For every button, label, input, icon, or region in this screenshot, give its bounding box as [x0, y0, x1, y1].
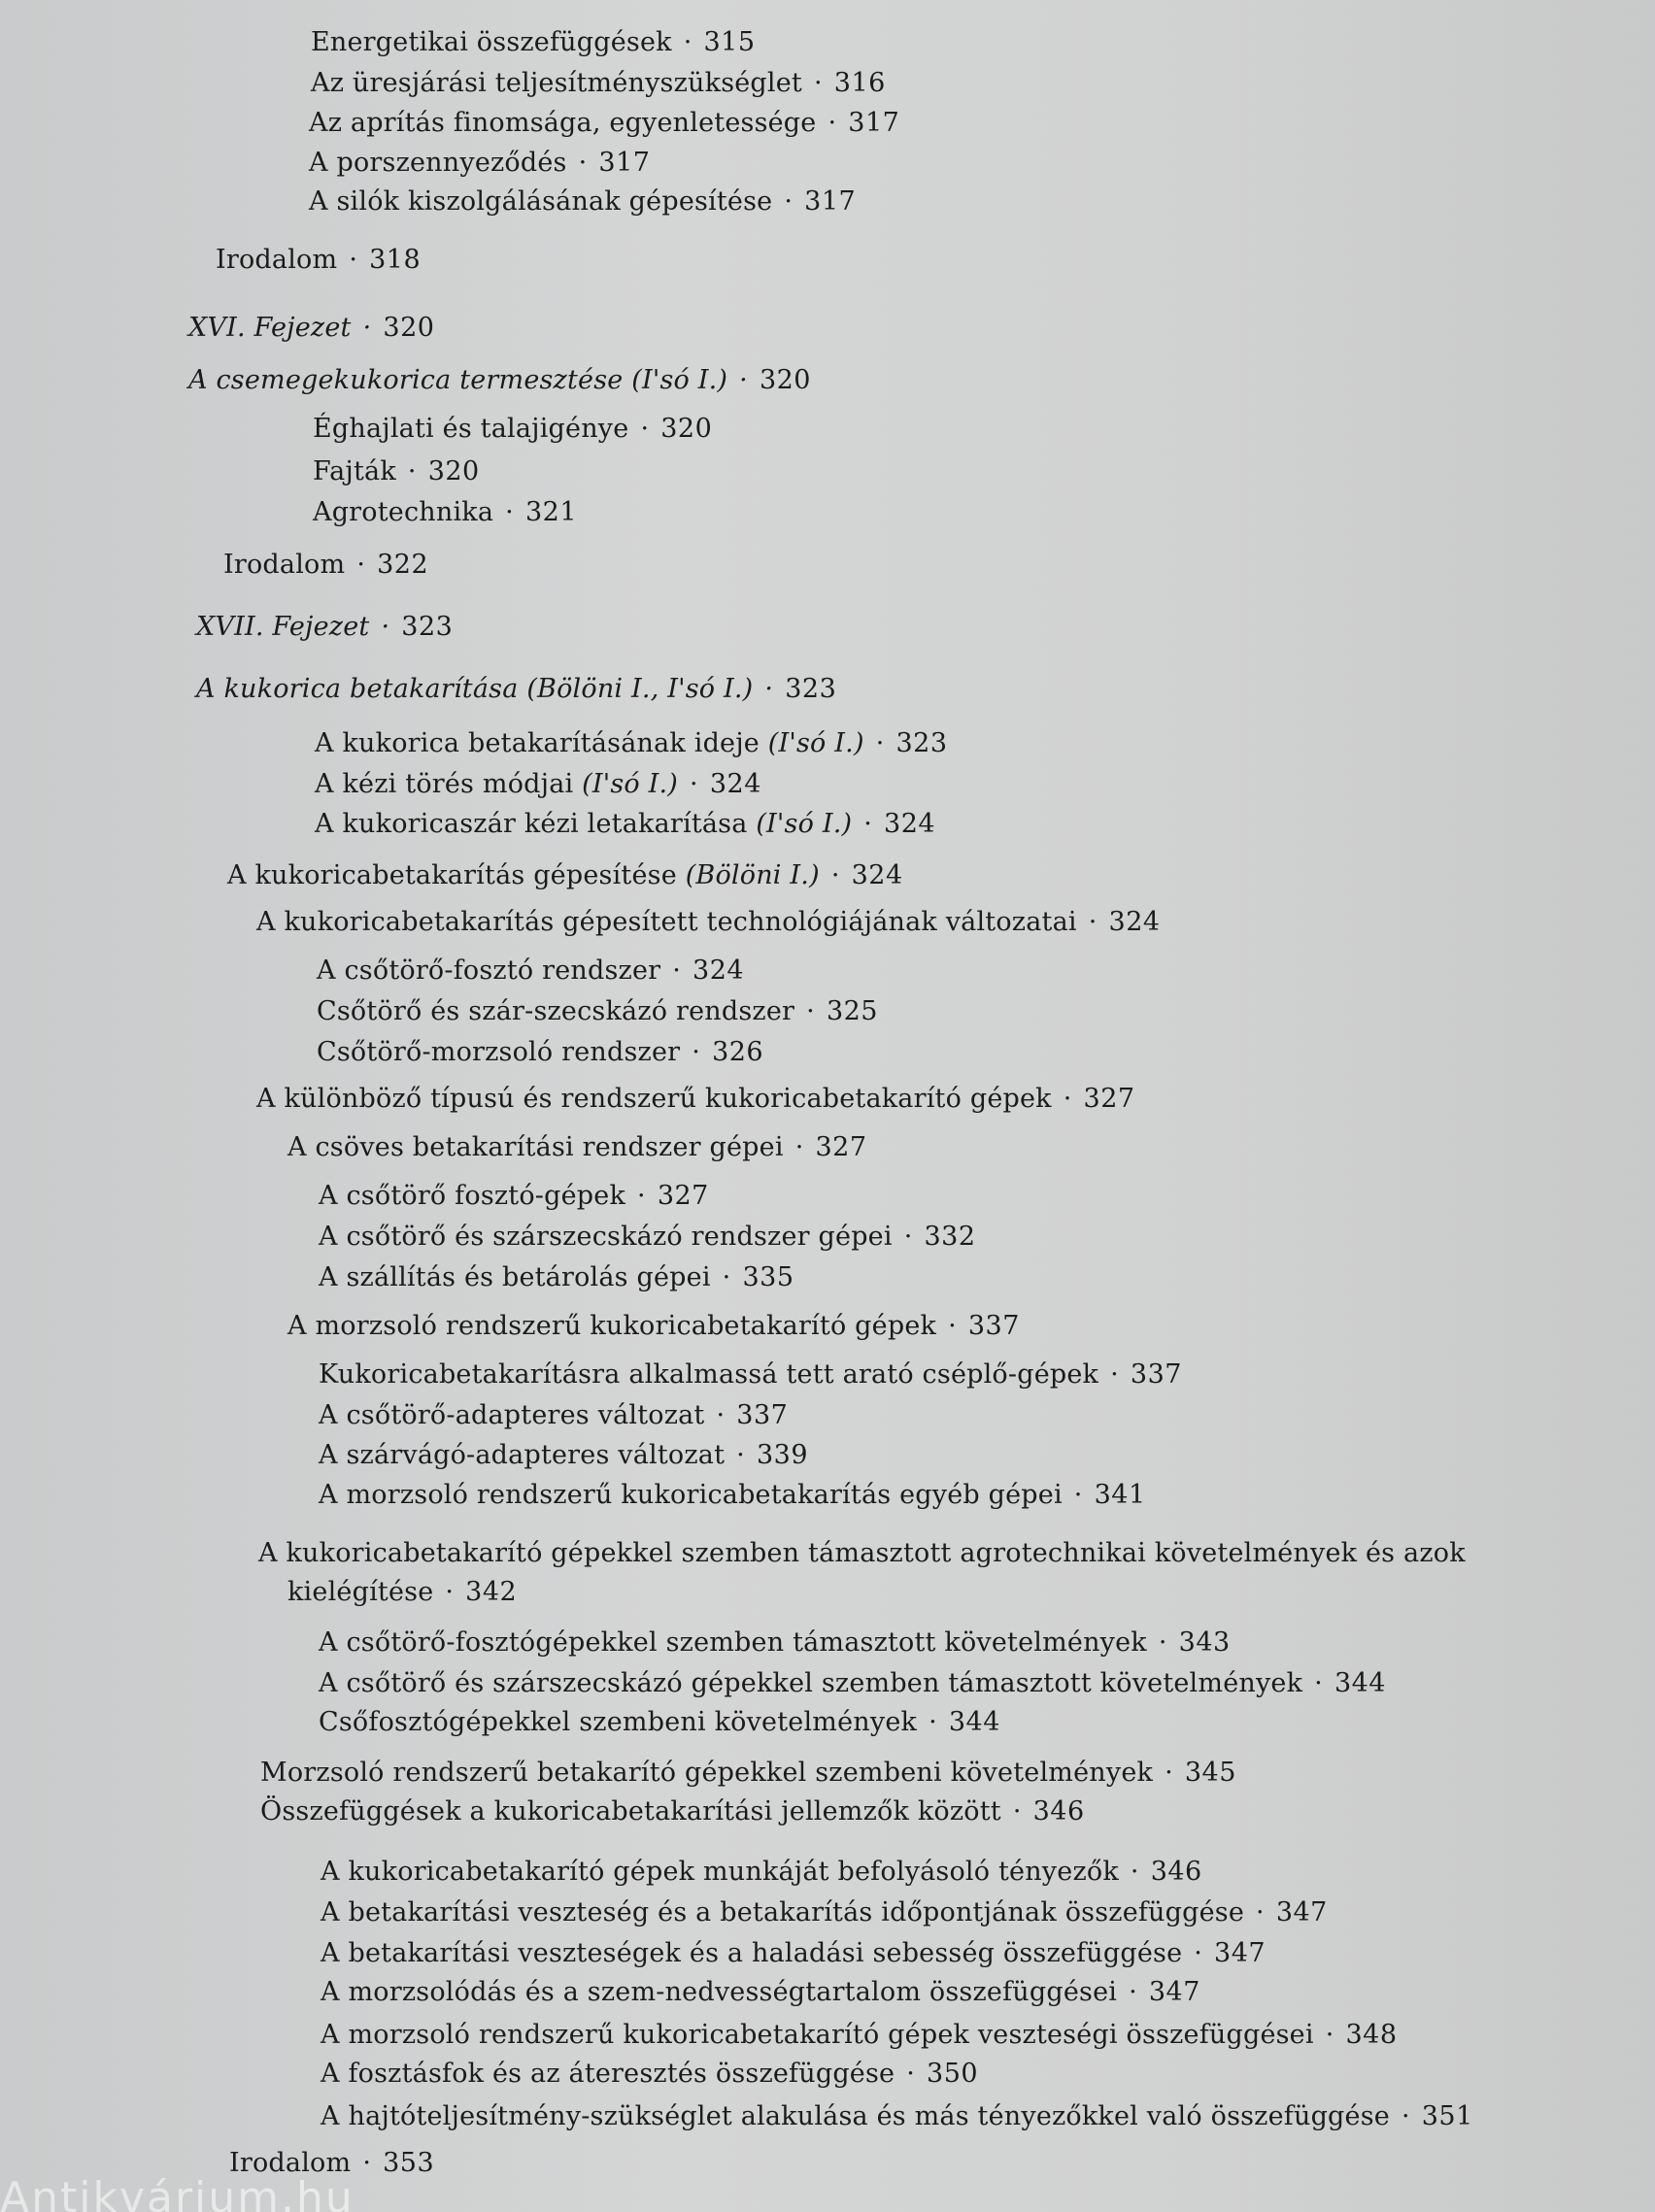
toc-entry-title: A morzsoló rendszerű kukoricabetakarító gépek veszteségi összefüggései: [321, 2020, 1314, 2050]
toc-entry-title: Morzsoló rendszerű betakarító gépekkel szembeni követelmények: [260, 1758, 1154, 1788]
toc-entry: [321, 1975, 1200, 2010]
toc-entry-title: XVII. Fejezet: [196, 612, 370, 642]
chapter-title: [196, 672, 836, 707]
chapter-title: [188, 363, 811, 398]
toc-page-number: 346: [1032, 1796, 1085, 1827]
leader-dot: ·: [1110, 1359, 1119, 1390]
toc-page-number: 326: [712, 1037, 764, 1067]
leader-dot: ·: [903, 1222, 913, 1252]
toc-entry-title: A porszennyeződés: [309, 148, 567, 178]
toc-page-number: 324: [692, 955, 745, 986]
toc-page-number: 323: [785, 674, 837, 704]
toc-entry: [256, 1082, 1135, 1117]
toc-page-number: 320: [427, 456, 480, 486]
toc-entry: [315, 807, 935, 842]
toc-entry: [319, 1478, 1146, 1513]
toc-page-number: 332: [924, 1222, 976, 1252]
toc-entry-title: Irodalom: [223, 550, 346, 580]
toc-entry: [287, 1575, 517, 1610]
toc-entry-title: A csőtörő-adapteres változat: [319, 1400, 705, 1430]
toc-page-number: 327: [815, 1132, 867, 1162]
leader-dot: ·: [739, 365, 748, 395]
toc-entry: [223, 548, 428, 583]
leader-dot: ·: [381, 612, 390, 642]
toc-page-number: 344: [1334, 1668, 1386, 1698]
leader-dot: ·: [672, 955, 682, 986]
toc-page-number: 337: [736, 1400, 789, 1430]
toc-entry: [319, 1705, 1000, 1740]
chapter-heading: [196, 610, 453, 645]
toc-entry-title: A csőtörő fosztó-gépek: [319, 1181, 626, 1211]
toc-entry-title: A betakarítási veszteség és a betakarítás időpontjának összefüggése: [321, 1897, 1245, 1927]
toc-page-number: 324: [1108, 907, 1161, 937]
toc-entry: [309, 184, 856, 219]
toc-page-number: 353: [383, 2148, 435, 2178]
toc-entry-title: A hajtóteljesítmény-szükséglet alakulása és más tényezőkkel való összefüggése: [321, 2101, 1390, 2131]
leader-dot: ·: [794, 1132, 804, 1162]
toc-page-number: 341: [1094, 1480, 1146, 1510]
toc-entry: [317, 954, 744, 989]
leader-dot: ·: [1129, 1977, 1137, 2007]
toc-entry-title: A betakarítási veszteségek és a haladási sebesség összefüggése: [321, 1938, 1183, 1968]
toc-entry-title: A kukoricabetakarító gépek munkáját befolyásoló tényezők: [321, 1857, 1119, 1887]
leader-dot: ·: [764, 674, 774, 704]
leader-dot: ·: [1256, 1897, 1265, 1927]
leader-dot: ·: [830, 860, 840, 890]
toc-entry: [258, 1536, 1466, 1571]
toc-entry-title: A kukorica betakarítása: [196, 674, 519, 704]
leader-dot: ·: [929, 1707, 937, 1737]
toc-entry: [309, 106, 899, 141]
leader-dot: ·: [362, 2148, 372, 2178]
toc-entry-title: Irodalom: [216, 245, 338, 275]
toc-page-number: 337: [967, 1311, 1020, 1341]
leader-dot: ·: [362, 313, 372, 343]
leader-dot: ·: [445, 1577, 455, 1607]
leader-dot: ·: [1401, 2101, 1410, 2131]
toc-page-number: 347: [1148, 1977, 1200, 2007]
toc-page-number: 351: [1421, 2101, 1473, 2131]
toc-entry: [319, 1357, 1182, 1392]
toc-page-number: 317: [598, 148, 651, 178]
toc-entry-title: Fajták: [313, 456, 396, 486]
toc-entry-title: Éghajlati és talajigénye: [313, 414, 629, 444]
toc-page-number: 348: [1345, 2020, 1398, 2050]
leader-dot: ·: [863, 809, 873, 839]
toc-entry: [321, 2057, 978, 2092]
toc-entry-title: A kukoricaszár kézi letakarítása: [315, 809, 748, 839]
toc-entry: [256, 905, 1161, 940]
leader-dot: ·: [407, 456, 417, 486]
toc-entry-title: Csőtörő-morzsoló rendszer: [317, 1037, 681, 1067]
toc-entry-title: A szállítás és betárolás gépei: [319, 1262, 711, 1292]
toc-page-number: 321: [524, 497, 578, 527]
toc-entry: [319, 1438, 808, 1473]
toc-page-number: 317: [804, 186, 857, 217]
toc-page-number: 342: [465, 1577, 518, 1607]
leader-dot: ·: [683, 27, 692, 57]
leader-dot: ·: [578, 148, 588, 178]
toc-entry: [319, 1260, 794, 1295]
toc-entry-title: A morzsolódás és a szem-nedvességtartalom összefüggései: [321, 1977, 1118, 2007]
leader-dot: ·: [1194, 1938, 1203, 1968]
toc-entry-title: kielégítése: [287, 1577, 434, 1607]
leader-dot: ·: [690, 769, 698, 799]
toc-entry: [319, 1220, 976, 1255]
toc-page-number: 317: [848, 108, 900, 138]
toc-entry: [317, 1035, 763, 1070]
watermark: Antikvárium.hu: [0, 2173, 355, 2212]
toc-entry-title: Az aprítás finomsága, egyenletessége: [309, 108, 817, 138]
toc-page-number: 324: [709, 769, 761, 799]
leader-dot: ·: [349, 245, 358, 275]
toc-entry-author: (I'só I.): [582, 769, 679, 799]
toc-entry-title: Az üresjárási teljesítményszükséglet: [311, 68, 802, 98]
toc-entry-title: Energetikai összefüggések: [311, 27, 672, 57]
toc-entry: [260, 1756, 1236, 1791]
toc-entry-title: A különböző típusú és rendszerű kukoricabetakarító gépek: [256, 1084, 1052, 1114]
toc-entry-title: Csőfosztógépekkel szembeni követelmények: [319, 1707, 918, 1737]
toc-page-number: 335: [742, 1262, 794, 1292]
toc-entry-author: (I'só I.): [767, 728, 864, 758]
leader-dot: ·: [1158, 1627, 1167, 1658]
toc-entry-title: Irodalom: [229, 2148, 352, 2178]
toc-entry: [311, 66, 886, 101]
leader-dot: ·: [637, 1181, 646, 1211]
toc-entry: [321, 1936, 1266, 1971]
toc-entry-title: A morzsoló rendszerű kukoricabetakarító gépek: [287, 1311, 937, 1341]
toc-entry-title: Összefüggések a kukoricabetakarítási jellemzők között: [260, 1796, 1001, 1827]
toc-entry-title: A csőtörő és szárszecskázó rendszer gépei: [319, 1222, 893, 1252]
leader-dot: ·: [505, 497, 514, 527]
toc-page-number: 347: [1275, 1897, 1328, 1927]
toc-page-number: 324: [884, 809, 936, 839]
leader-dot: ·: [716, 1400, 726, 1430]
leader-dot: ·: [875, 728, 885, 758]
leader-dot: ·: [1130, 1857, 1139, 1887]
toc-page-number: 327: [1083, 1084, 1135, 1114]
toc-entry-title: Agrotechnika: [313, 497, 494, 527]
toc-entry-title: A kézi törés módjai: [315, 769, 574, 799]
toc-entry: [311, 25, 756, 60]
toc-entry: [260, 1794, 1085, 1829]
leader-dot: ·: [813, 68, 823, 98]
toc-entry: [321, 2018, 1398, 2053]
toc-entry-title: A csemegekukorica termesztése: [188, 365, 624, 395]
toc-entry: [313, 454, 480, 489]
leader-dot: ·: [1012, 1796, 1022, 1827]
toc-entry: [319, 1666, 1386, 1701]
toc-page-number: 344: [948, 1707, 1000, 1737]
toc-entry: [315, 767, 761, 802]
leader-dot: ·: [948, 1311, 957, 1341]
toc-entry: [309, 146, 650, 181]
leader-dot: ·: [356, 550, 366, 580]
toc-entry-author: (I'só I.): [631, 365, 728, 395]
leader-dot: ·: [828, 108, 837, 138]
leader-dot: ·: [692, 1037, 701, 1067]
toc-entry: [319, 1179, 709, 1214]
toc-entry: [313, 495, 577, 530]
toc-page-number: 350: [927, 2059, 979, 2089]
leader-dot: ·: [1088, 907, 1098, 937]
toc-entry-title: A kukoricabetakarító gépekkel szemben támasztott agrotechnikai követelmények és azok: [258, 1538, 1466, 1568]
toc-page-number: 323: [401, 612, 454, 642]
toc-page-number: 324: [851, 860, 903, 890]
toc-entry-author: (I'só I.): [756, 809, 853, 839]
toc-entry: [319, 1398, 788, 1433]
leader-dot: ·: [736, 1440, 745, 1470]
leader-dot: ·: [906, 2059, 916, 2089]
toc-page-number: 343: [1178, 1627, 1231, 1658]
toc-entry-author: (Bölöni I., I'só I.): [526, 674, 754, 704]
toc-entry: [319, 1625, 1231, 1660]
toc-entry: [313, 412, 712, 447]
toc-entry: [216, 243, 421, 278]
toc-entry: [287, 1309, 1020, 1344]
toc-page-number: 327: [657, 1181, 709, 1211]
toc-entry-title: Kukoricabetakarításra alkalmassá tett arató cséplő-gépek: [319, 1359, 1099, 1390]
toc-entry: [321, 1855, 1202, 1890]
toc-page-number: 316: [833, 68, 886, 98]
toc-page-number: 337: [1130, 1359, 1182, 1390]
toc-entry-author: (Bölöni I.): [685, 860, 820, 890]
leader-dot: ·: [1165, 1758, 1173, 1788]
toc-page-number: 339: [756, 1440, 809, 1470]
toc-page-number: 318: [369, 245, 422, 275]
toc-page-number: 320: [660, 414, 713, 444]
leader-dot: ·: [806, 996, 815, 1026]
toc-entry-title: A kukoricabetakarítás gépesítése: [227, 860, 677, 890]
toc-entry: [321, 1895, 1328, 1930]
toc-entry-title: A fosztásfok és az áteresztés összefüggése: [321, 2059, 895, 2089]
toc-page-number: 346: [1150, 1857, 1202, 1887]
toc-page-number: 322: [377, 550, 429, 580]
toc-entry-title: A csőtörő-fosztó rendszer: [317, 955, 661, 986]
leader-dot: ·: [1314, 1668, 1323, 1698]
leader-dot: ·: [1063, 1084, 1072, 1114]
toc-entry-title: XVI. Fejezet: [188, 313, 352, 343]
toc-entry-title: A csőtörő és szárszecskázó gépekkel szemben támasztott követelmények: [319, 1668, 1303, 1698]
toc-page-number: 345: [1184, 1758, 1236, 1788]
toc-entry-title: A csöves betakarítási rendszer gépei: [287, 1132, 784, 1162]
toc-entry-title: A kukorica betakarításának ideje: [315, 728, 760, 758]
toc-entry-title: A silók kiszolgálásának gépesítése: [309, 186, 773, 217]
toc-page-number: 323: [895, 728, 948, 758]
leader-dot: ·: [784, 186, 794, 217]
toc-page-number: 325: [826, 996, 878, 1026]
toc-page-number: 347: [1214, 1938, 1267, 1968]
toc-entry: [321, 2099, 1473, 2134]
toc-entry: [287, 1130, 867, 1165]
chapter-heading: [188, 311, 434, 346]
toc-entry-title: A kukoricabetakarítás gépesített technológiájának változatai: [256, 907, 1077, 937]
toc-entry-title: A szárvágó-adapteres változat: [319, 1440, 726, 1470]
toc-page-number: 315: [703, 27, 756, 57]
toc-entry: [227, 858, 903, 893]
toc-entry: [317, 994, 878, 1029]
toc-page-number: 320: [383, 313, 435, 343]
leader-dot: ·: [640, 414, 650, 444]
leader-dot: ·: [1073, 1480, 1083, 1510]
toc-entry-title: A morzsoló rendszerű kukoricabetakarítás egyéb gépei: [319, 1480, 1063, 1510]
toc-entry: [315, 726, 948, 761]
leader-dot: ·: [1325, 2020, 1334, 2050]
toc-entry-title: A csőtörő-fosztógépekkel szemben támasztott követelmények: [319, 1627, 1147, 1658]
toc-entry-title: Csőtörő és szár-szecskázó rendszer: [317, 996, 795, 1026]
leader-dot: ·: [722, 1262, 731, 1292]
toc-page-number: 320: [759, 365, 811, 395]
